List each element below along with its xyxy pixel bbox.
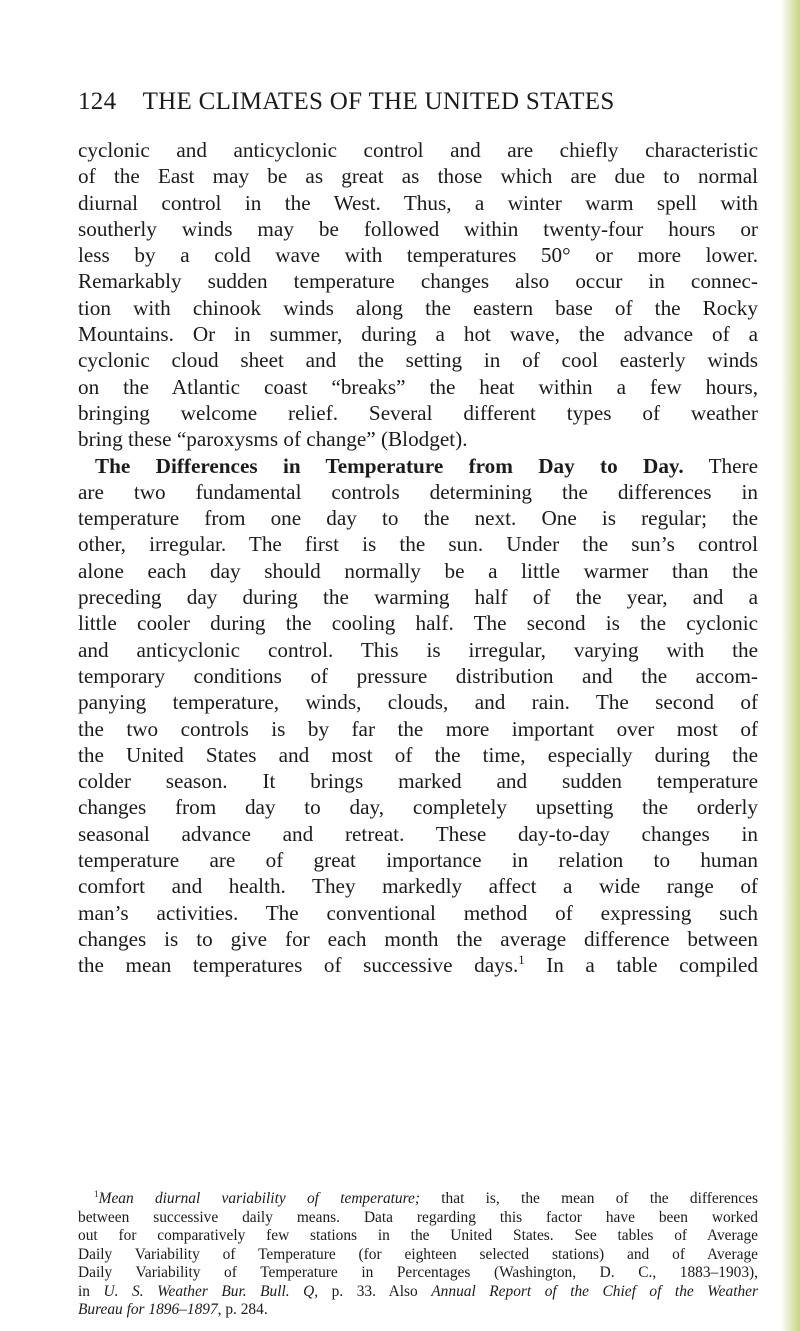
page-header [78,88,758,126]
body-line: bringing welcome relief. Several different types of weather [78,400,758,425]
body-line: comfort and health. They markedly affect a wide range of [78,874,758,899]
body-line: colder season. It brings marked and sudden temperature [78,769,758,794]
body-line: the United States and most of the time, especially during the [78,742,758,767]
body-line: and anticyclonic control. This is irregular, varying with the [78,637,758,662]
body-line: changes is to give for each month the average difference between [78,926,758,951]
body-line: on the Atlantic coast “breaks” the heat within a few hours, [78,374,758,399]
body-line: changes from day to day, completely upsetting the orderly [78,795,758,820]
body-text [78,137,758,979]
running-title: THE CLIMATES OF THE UNITED STATES [142,88,615,115]
footnote-citation: Bureau for 1896–1897, [78,1301,222,1318]
body-line: tion with chinook winds along the eastern base of the Rocky [78,295,758,320]
footnote-line [78,1190,758,1209]
body-line: cyclonic and anticyclonic control and are chiefly characteristic [78,138,758,162]
footnote-text: p. 33. Also [318,1282,432,1300]
footnote-line [78,1283,758,1302]
footnote-line: Daily Variability of Temperature (for eighteen selected stations) and of Average [78,1245,758,1263]
text-before-ref: the mean temperatures of successive days. [78,953,519,978]
body-line: temperature from one day to the next. One is regular; the [78,506,758,531]
body-line: the two controls is by far the more important over most of [78,716,758,741]
body-line: Mountains. Or in summer, during a hot wave, the advance of a [78,322,758,347]
footnote-title: Mean diurnal variability of temperature; [98,1190,420,1207]
body-line: cyclonic cloud sheet and the setting in of cool easterly winds [78,348,758,373]
footnote-citation: Annual Report of the Chief of the Weather [431,1282,758,1300]
footnote-text: p. 284. [221,1301,268,1318]
footnote-text: that is, the mean of the differences [420,1190,758,1207]
section-first-line [78,453,758,479]
text-after-ref: In a table compiled [524,953,758,978]
footnote [78,1190,758,1320]
section-first-line-rest: There [708,453,758,478]
footnote-line: between successive daily means. Data regarding this factor have been worked [78,1208,758,1226]
body-line-with-footnote-ref [78,952,758,978]
body-line: alone each day should normally be a little warmer than the [78,558,758,583]
body-line: southerly winds may be followed within twenty-four hours or [78,216,758,241]
body-line: temperature are of great importance in relation to human [78,848,758,873]
body-line: preceding day during the warming half of the year, and a [78,585,758,610]
scan-edge-shadow [780,0,800,1331]
body-line: of the East may be as great as those which are due to normal [78,164,758,189]
footnote-line: Daily Variability of Temperature in Percentages (Washington, D. C., 1883–1903), [78,1264,758,1281]
footnote-line [78,1301,758,1320]
body-line: are two fundamental controls determining the differences in [78,479,758,504]
body-line: Remarkably sudden temperature changes also occur in connec- [78,269,758,294]
body-line: other, irregular. The first is the sun. Under the sun’s control [78,532,758,557]
body-line: temporary conditions of pressure distribution and the accom- [78,663,758,688]
footnote-text: in [78,1282,104,1300]
footnote-citation: U. S. Weather Bur. Bull. Q, [103,1282,319,1300]
footnote-line: out for comparatively few stations in the United States. See tables of Average [78,1227,758,1244]
body-line: diurnal control in the West. Thus, a winter warm spell with [78,190,758,215]
body-line: panying temperature, winds, clouds, and rain. The second of [78,690,758,715]
body-line: little cooler during the cooling half. The second is the cyclonic [78,611,758,636]
footnote-reference[interactable]: 1 [518,953,525,968]
footnote-marker: 1 [94,1190,99,1199]
body-line: bring these “paroxysms of change” (Blodget). [78,427,468,452]
body-line: seasonal advance and retreat. These day-to-day changes in [78,821,758,846]
page-number: 124 [78,88,117,115]
body-line: man’s activities. The conventional method of expressing such [78,900,758,925]
section-heading: The Differences in Temperature from Day to Day. [95,453,684,478]
body-line: less by a cold wave with temperatures 50° or more lower. [78,243,758,268]
